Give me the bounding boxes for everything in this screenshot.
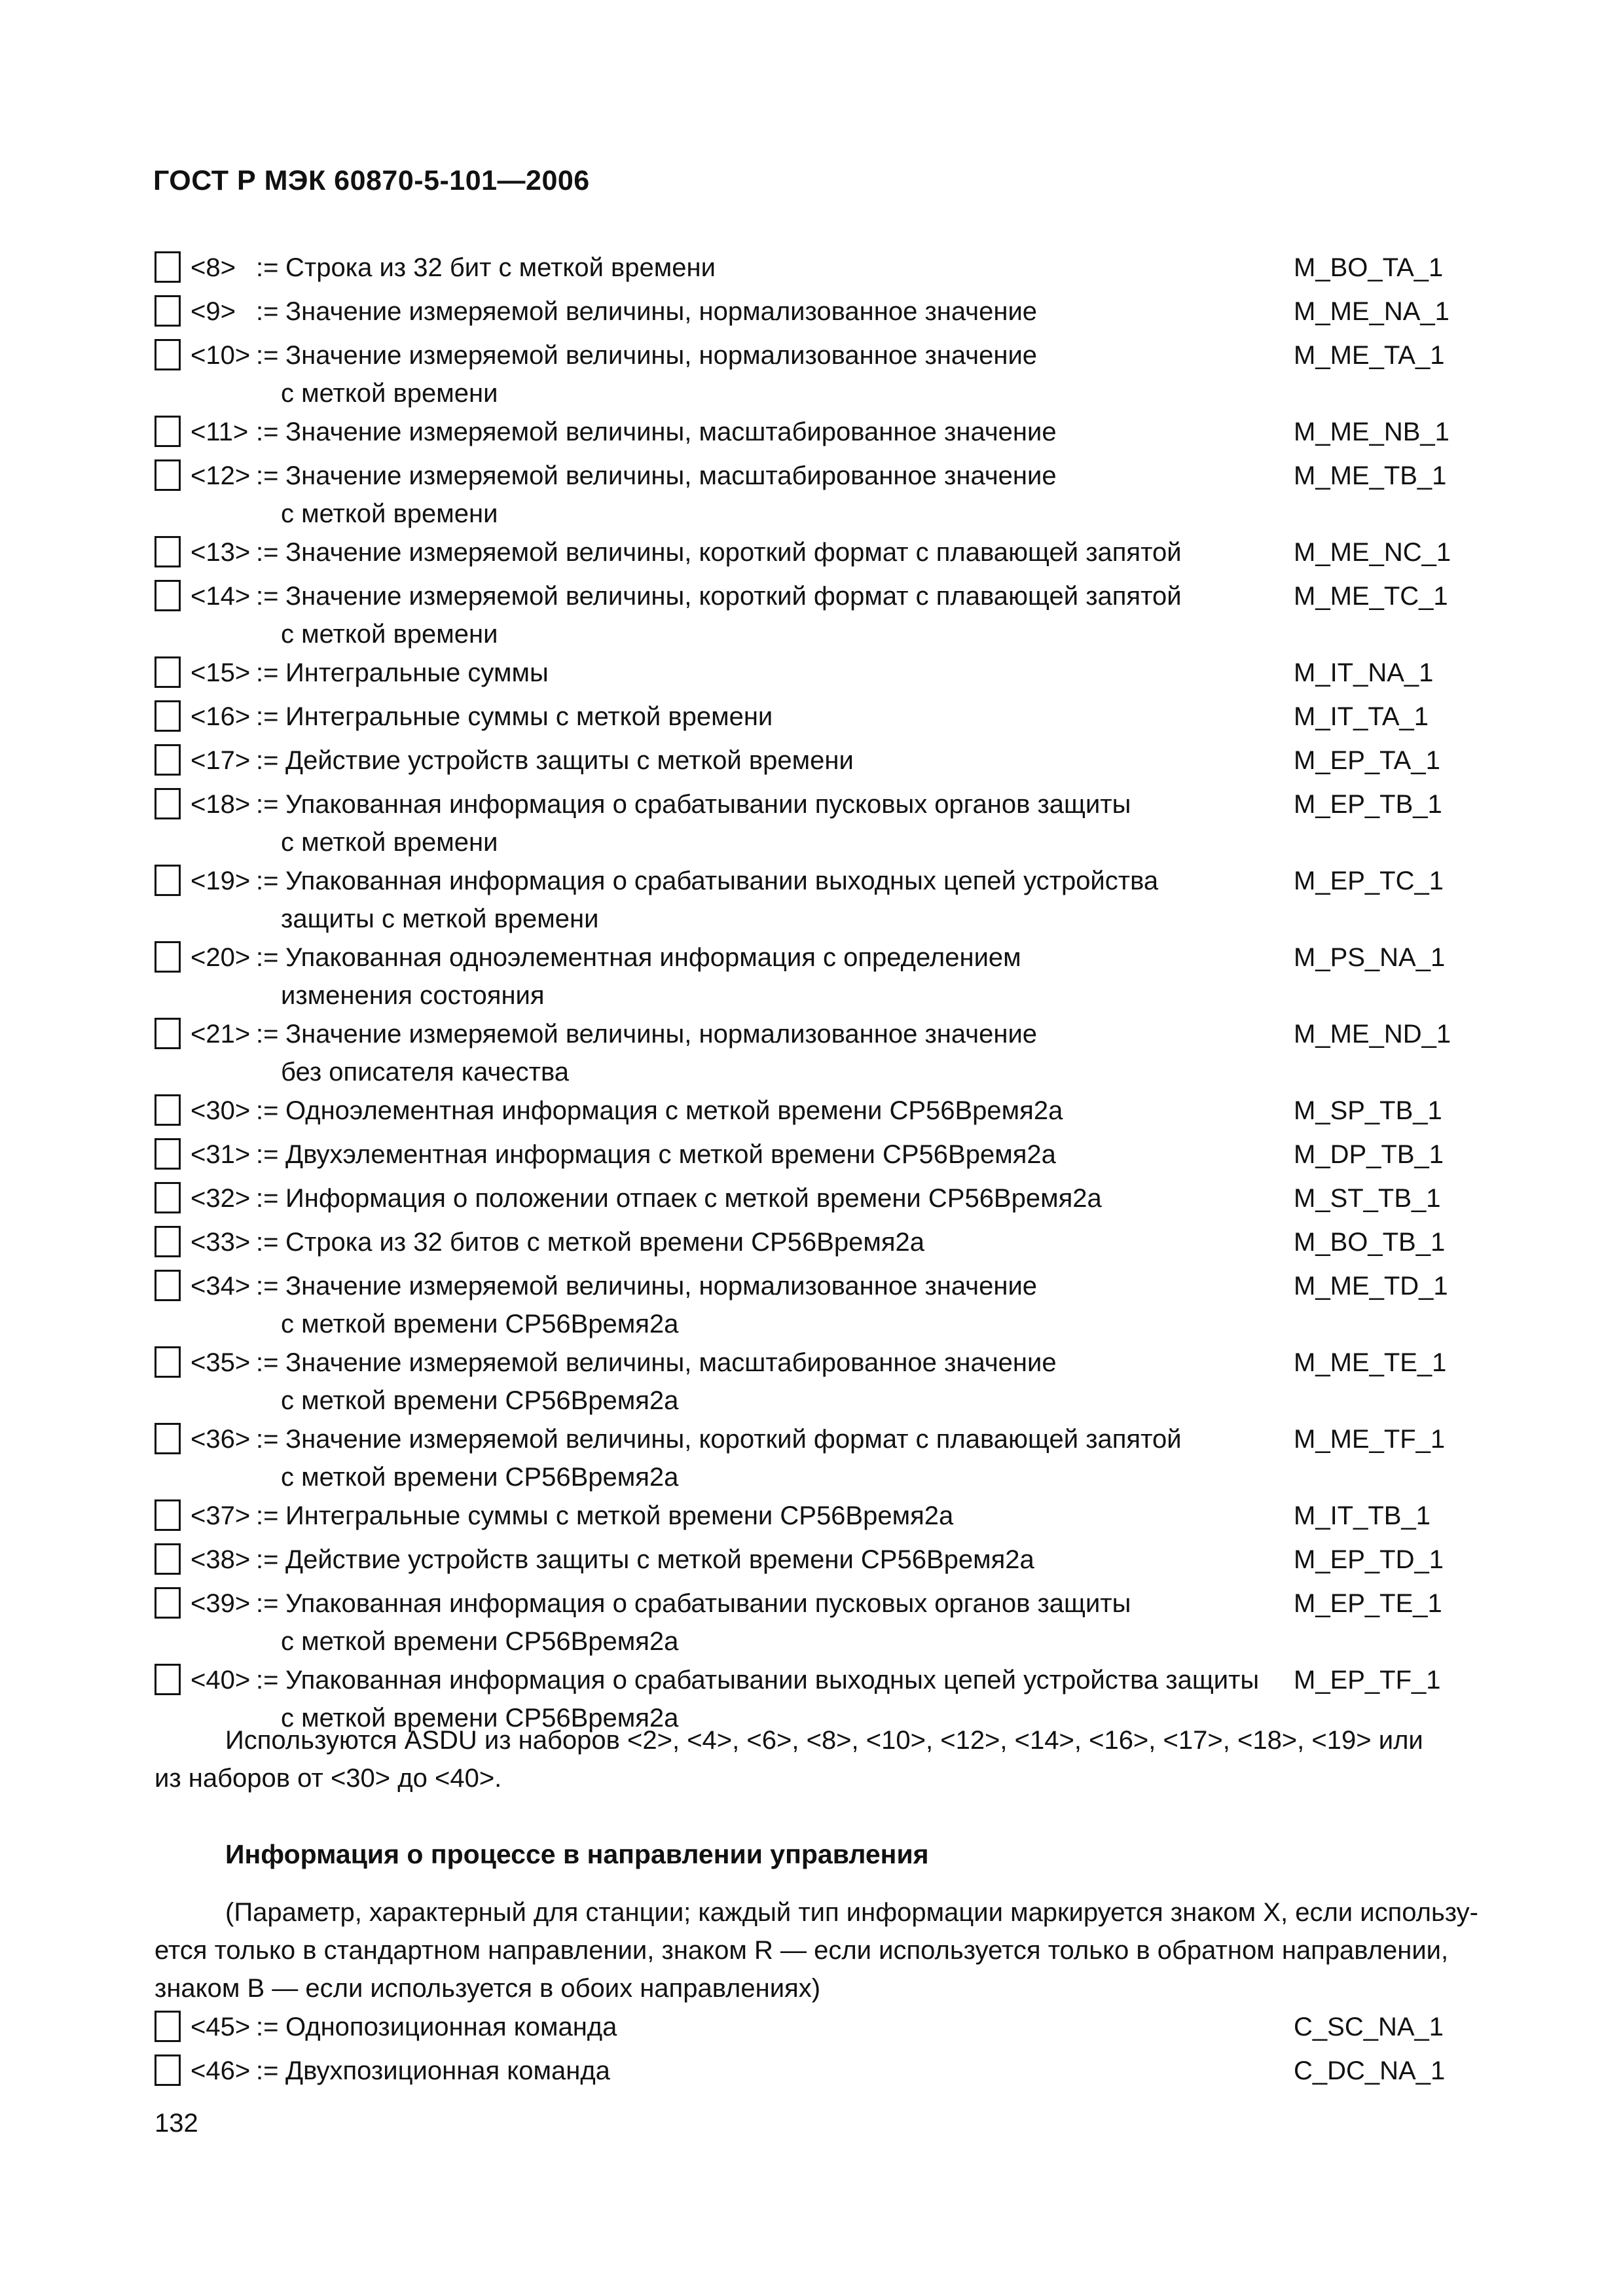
- asdu-description-continuation: с меткой времени СР56Время2а: [281, 1704, 679, 1732]
- asdu-code: <9>: [191, 297, 236, 326]
- assign-operator: :=: [256, 1228, 279, 1257]
- assign-operator: :=: [256, 746, 279, 775]
- marking-checkbox[interactable]: [155, 1138, 181, 1170]
- asdu-type-id: M_ME_NC_1: [1294, 538, 1451, 567]
- asdu-code: <19>: [191, 867, 251, 895]
- marking-checkbox[interactable]: [155, 339, 181, 370]
- assign-operator: :=: [256, 1020, 279, 1049]
- marking-checkbox[interactable]: [155, 656, 181, 688]
- assign-operator: :=: [256, 1348, 279, 1377]
- asdu-code: <18>: [191, 790, 251, 819]
- asdu-description: Упакованная информация о срабатывании пусковых органов защиты: [285, 1589, 1131, 1618]
- asdu-entry: [155, 457, 1484, 533]
- asdu-code: <21>: [191, 1020, 251, 1049]
- asdu-entry: [155, 2008, 1484, 2052]
- asdu-description-continuation: без описателя качества: [281, 1058, 569, 1086]
- asdu-description: Значение измеряемой величины, короткий формат с плавающей запятой: [285, 582, 1182, 611]
- assign-operator: :=: [256, 2056, 279, 2085]
- document-header: ГОСТ Р МЭК 60870-5-101—2006: [153, 165, 590, 196]
- marking-checkbox[interactable]: [155, 2054, 181, 2086]
- asdu-description-continuation: с меткой времени СР56Время2а: [281, 1386, 679, 1415]
- asdu-entry: [155, 1267, 1484, 1344]
- asdu-description-continuation: с меткой времени СР56Время2а: [281, 1627, 679, 1656]
- marking-checkbox[interactable]: [155, 744, 181, 776]
- assign-operator: :=: [256, 790, 279, 819]
- asdu-code: <30>: [191, 1096, 251, 1125]
- asdu-type-id: M_BO_TB_1: [1294, 1228, 1446, 1257]
- asdu-entry: [155, 577, 1484, 654]
- asdu-type-id: M_EP_TD_1: [1294, 1545, 1444, 1574]
- asdu-type-id: M_ME_ND_1: [1294, 1020, 1451, 1049]
- asdu-code: <46>: [191, 2056, 251, 2085]
- asdu-code: <14>: [191, 582, 251, 611]
- asdu-code: <45>: [191, 2013, 251, 2041]
- page-number: 132: [155, 2109, 198, 2138]
- assign-operator: :=: [256, 253, 279, 282]
- asdu-entry: [155, 249, 1484, 293]
- asdu-type-id: M_SP_TB_1: [1294, 1096, 1442, 1125]
- marking-checkbox[interactable]: [155, 1499, 181, 1531]
- assign-operator: :=: [256, 538, 279, 567]
- assign-operator: :=: [256, 1184, 279, 1213]
- marking-checkbox[interactable]: [155, 941, 181, 973]
- asdu-description: Упакованная информация о срабатывании выходных цепей устройства защиты: [285, 1666, 1260, 1695]
- marking-checkbox[interactable]: [155, 1543, 181, 1575]
- assign-operator: :=: [256, 1272, 279, 1300]
- asdu-entry: [155, 1179, 1484, 1223]
- asdu-entry: [155, 1420, 1484, 1497]
- asdu-code: <13>: [191, 538, 251, 567]
- asdu-entry: [155, 654, 1484, 698]
- asdu-code: <35>: [191, 1348, 251, 1377]
- asdu-type-id: M_ME_TD_1: [1294, 1272, 1448, 1300]
- asdu-description: Значение измеряемой величины, короткий формат с плавающей запятой: [285, 538, 1182, 567]
- asdu-description: Одноэлементная информация с меткой времени СР56Время2а: [285, 1096, 1063, 1125]
- section-paragraph-line-1: (Параметр, характерный для станции; каждый тип информации маркируется знаком X, если использу-: [225, 1898, 1479, 1927]
- asdu-description: Упакованная информация о срабатывании пусковых органов защиты: [285, 790, 1131, 819]
- asdu-code: <31>: [191, 1140, 251, 1169]
- asdu-entry: [155, 742, 1484, 785]
- asdu-description: Значение измеряемой величины, нормализованное значение: [285, 297, 1038, 326]
- asdu-type-id: M_EP_TA_1: [1294, 746, 1440, 775]
- asdu-code: <36>: [191, 1425, 251, 1454]
- asdu-description: Действие устройств защиты с меткой времени: [285, 746, 854, 775]
- asdu-type-id: M_IT_TB_1: [1294, 1501, 1431, 1530]
- asdu-code: <12>: [191, 461, 251, 490]
- asdu-code: <16>: [191, 702, 251, 731]
- asdu-code: <11>: [191, 418, 249, 446]
- asdu-description: Действие устройств защиты с меткой времени СР56Время2а: [285, 1545, 1034, 1574]
- asdu-description-continuation: с меткой времени: [281, 828, 498, 857]
- asdu-description: Значение измеряемой величины, нормализованное значение: [285, 1272, 1038, 1300]
- marking-checkbox[interactable]: [155, 1346, 181, 1378]
- marking-checkbox[interactable]: [155, 251, 181, 283]
- asdu-description: Строка из 32 бит с меткой времени: [285, 253, 716, 282]
- asdu-description: Однопозиционная команда: [285, 2013, 617, 2041]
- asdu-type-id: C_SC_NA_1: [1294, 2013, 1444, 2041]
- marking-checkbox[interactable]: [155, 459, 181, 491]
- assign-operator: :=: [256, 867, 279, 895]
- asdu-description-continuation: защиты с меткой времени: [281, 905, 599, 933]
- asdu-code: <38>: [191, 1545, 251, 1574]
- asdu-code: <34>: [191, 1272, 251, 1300]
- asdu-description: Интегральные суммы: [285, 658, 549, 687]
- asdu-list-control-direction: [155, 2008, 1484, 2096]
- asdu-entry: [155, 939, 1484, 1015]
- assign-operator: :=: [256, 702, 279, 731]
- asdu-description-continuation: с меткой времени: [281, 620, 498, 649]
- marking-checkbox[interactable]: [155, 295, 181, 327]
- asdu-type-id: M_ST_TB_1: [1294, 1184, 1441, 1213]
- assign-operator: :=: [256, 297, 279, 326]
- asdu-entry: [155, 1136, 1484, 1179]
- asdu-type-id: M_BO_TA_1: [1294, 253, 1444, 282]
- asdu-type-id: M_IT_TA_1: [1294, 702, 1429, 731]
- asdu-entry: [155, 1585, 1484, 1661]
- marking-checkbox[interactable]: [155, 580, 181, 611]
- section-paragraph-line-2: ется только в стандартном направлении, знаком R — если используется только в обратном направлении,: [155, 1936, 1449, 1965]
- asdu-code: <17>: [191, 746, 251, 775]
- asdu-entry: [155, 1344, 1484, 1420]
- asdu-description: Двухэлементная информация с меткой времени СР56Время2а: [285, 1140, 1056, 1169]
- section-paragraph-line-3: знаком B — если используется в обоих направлениях): [155, 1974, 821, 2003]
- assign-operator: :=: [256, 1589, 279, 1618]
- asdu-description: Упакованная одноэлементная информация с определением: [285, 943, 1021, 972]
- asdu-entry: [155, 1223, 1484, 1267]
- asdu-type-id: M_EP_TF_1: [1294, 1666, 1441, 1695]
- asdu-description-continuation: изменения состояния: [281, 981, 545, 1010]
- asdu-type-id: M_DP_TB_1: [1294, 1140, 1444, 1169]
- asdu-entry: [155, 2052, 1484, 2096]
- asdu-type-id: C_DC_NA_1: [1294, 2056, 1446, 2085]
- asdu-type-id: M_ME_NB_1: [1294, 418, 1450, 446]
- asdu-description: Информация о положении отпаек с меткой времени СР56Время2а: [285, 1184, 1102, 1213]
- asdu-code: <40>: [191, 1666, 251, 1695]
- assign-operator: :=: [256, 1501, 279, 1530]
- assign-operator: :=: [256, 461, 279, 490]
- asdu-entry: [155, 533, 1484, 577]
- asdu-description: Значение измеряемой величины, нормализованное значение: [285, 341, 1038, 370]
- marking-checkbox[interactable]: [155, 1587, 181, 1619]
- asdu-code: <8>: [191, 253, 236, 282]
- marking-checkbox[interactable]: [155, 1182, 181, 1213]
- asdu-entry: [155, 1541, 1484, 1585]
- asdu-description: Упакованная информация о срабатывании выходных цепей устройства: [285, 867, 1159, 895]
- marking-checkbox[interactable]: [155, 865, 181, 896]
- asdu-type-id: M_EP_TC_1: [1294, 867, 1444, 895]
- assign-operator: :=: [256, 1140, 279, 1169]
- asdu-entry: [155, 413, 1484, 457]
- asdu-entry: [155, 862, 1484, 939]
- asdu-code: <10>: [191, 341, 251, 370]
- asdu-description-continuation: с меткой времени: [281, 379, 498, 408]
- asdu-type-id: M_ME_TA_1: [1294, 341, 1445, 370]
- marking-checkbox[interactable]: [155, 416, 181, 447]
- note-line-1: Используются ASDU из наборов <2>, <4>, <6>, <8>, <10>, <12>, <14>, <16>, <17>, <18>, <19> или: [225, 1726, 1423, 1755]
- marking-checkbox[interactable]: [155, 1018, 181, 1049]
- asdu-entry: [155, 336, 1484, 413]
- marking-checkbox[interactable]: [155, 1423, 181, 1454]
- asdu-type-id: M_ME_TE_1: [1294, 1348, 1447, 1377]
- asdu-type-id: M_ME_TB_1: [1294, 461, 1447, 490]
- marking-checkbox[interactable]: [155, 788, 181, 819]
- asdu-code: <15>: [191, 658, 251, 687]
- marking-checkbox[interactable]: [155, 2011, 181, 2042]
- marking-checkbox[interactable]: [155, 1094, 181, 1126]
- marking-checkbox[interactable]: [155, 700, 181, 732]
- asdu-code: <37>: [191, 1501, 251, 1530]
- section-heading: Информация о процессе в направлении управления: [225, 1839, 929, 1869]
- asdu-code: <33>: [191, 1228, 251, 1257]
- asdu-type-id: M_EP_TB_1: [1294, 790, 1442, 819]
- assign-operator: :=: [256, 658, 279, 687]
- asdu-description: Значение измеряемой величины, масштабированное значение: [285, 418, 1057, 446]
- asdu-code: <20>: [191, 943, 251, 972]
- asdu-description: Значение измеряемой величины, масштабированное значение: [285, 461, 1057, 490]
- assign-operator: :=: [256, 2013, 279, 2041]
- marking-checkbox[interactable]: [155, 536, 181, 567]
- note-line-2: из наборов от <30> до <40>.: [155, 1764, 502, 1793]
- asdu-description: Интегральные суммы с меткой времени: [285, 702, 773, 731]
- asdu-description: Значение измеряемой величины, масштабированное значение: [285, 1348, 1057, 1377]
- asdu-code: <39>: [191, 1589, 251, 1618]
- asdu-description-continuation: с меткой времени: [281, 499, 498, 528]
- marking-checkbox[interactable]: [155, 1226, 181, 1257]
- asdu-type-id: M_IT_NA_1: [1294, 658, 1434, 687]
- asdu-description: Интегральные суммы с меткой времени СР56Время2а: [285, 1501, 954, 1530]
- assign-operator: :=: [256, 418, 279, 446]
- asdu-code: <32>: [191, 1184, 251, 1213]
- asdu-entry: [155, 1015, 1484, 1092]
- asdu-list-monitor-direction: [155, 249, 1484, 1738]
- asdu-entry: [155, 785, 1484, 862]
- asdu-type-id: M_PS_NA_1: [1294, 943, 1446, 972]
- assign-operator: :=: [256, 341, 279, 370]
- asdu-type-id: M_ME_TC_1: [1294, 582, 1448, 611]
- asdu-entry: [155, 293, 1484, 336]
- asdu-entry: [155, 1497, 1484, 1541]
- assign-operator: :=: [256, 1666, 279, 1695]
- asdu-description: Двухпозиционная команда: [285, 2056, 610, 2085]
- assign-operator: :=: [256, 1545, 279, 1574]
- assign-operator: :=: [256, 943, 279, 972]
- asdu-entry: [155, 1092, 1484, 1136]
- asdu-description: Значение измеряемой величины, нормализованное значение: [285, 1020, 1038, 1049]
- asdu-type-id: M_ME_TF_1: [1294, 1425, 1446, 1454]
- assign-operator: :=: [256, 582, 279, 611]
- assign-operator: :=: [256, 1425, 279, 1454]
- asdu-entry: [155, 698, 1484, 742]
- asdu-type-id: M_ME_NA_1: [1294, 297, 1450, 326]
- marking-checkbox[interactable]: [155, 1664, 181, 1695]
- assign-operator: :=: [256, 1096, 279, 1125]
- marking-checkbox[interactable]: [155, 1270, 181, 1301]
- asdu-description-continuation: с меткой времени СР56Время2а: [281, 1310, 679, 1338]
- asdu-description-continuation: с меткой времени СР56Время2а: [281, 1463, 679, 1492]
- asdu-description: Значение измеряемой величины, короткий формат с плавающей запятой: [285, 1425, 1182, 1454]
- asdu-description: Строка из 32 битов с меткой времени СР56Время2а: [285, 1228, 924, 1257]
- asdu-type-id: M_EP_TE_1: [1294, 1589, 1442, 1618]
